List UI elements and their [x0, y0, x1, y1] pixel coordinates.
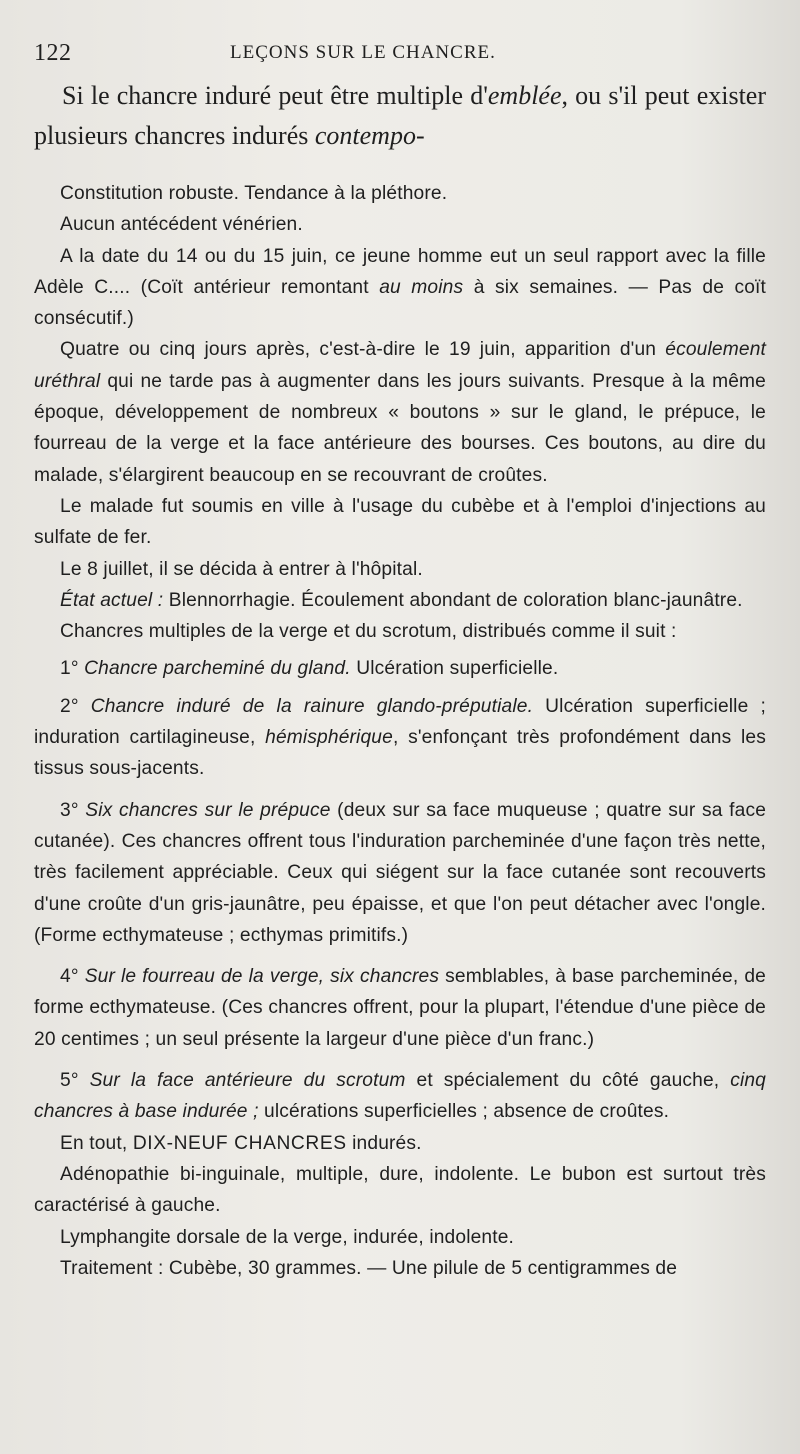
paragraph: Aucun antécédent vénérien.: [60, 214, 303, 236]
paragraph: État actuel : Blennorrhagie. Écoulement abondant de coloration blanc-jaunâtre.: [60, 589, 743, 611]
running-head: [34, 30, 766, 70]
paragraph: A la date du 14 ou du 15 juin, ce jeune homme eut un seul rapport avec la fille Adèle C.... (Coït antérieur remontant au moins à six semaines. — Pas de coït consécutif.): [34, 245, 766, 330]
paragraph: Adénopathie bi-inguinale, multiple, dure, indolente. Le bubon est surtout très caractérisé à gauche.: [34, 1163, 766, 1217]
page-number: 122: [34, 40, 72, 66]
paragraph: Lymphangite dorsale de la verge, indurée, indolente.: [60, 1226, 515, 1248]
list-item: 4° Sur le fourreau de la verge, six chancres semblables, à base parcheminée, de forme ecthymateuse. (Ces chancres offrent, pour la plupart, l'étendue d'une pièce de 20 centimes ; un seul présente la largeur d'une pièce d'un franc.): [34, 966, 767, 1050]
list-item: 2° Chancre induré de la rainure glando-préputiale. Ulcération superficielle ; induration cartilagineuse, hémisphérique, s'enfonçant très profondément dans les tissus sous-jacents.: [34, 695, 766, 780]
paragraph: Le malade fut soumis en ville à l'usage du cubèbe et à l'emploi d'injections au sulfate de fer.: [34, 495, 766, 549]
running-title: LEÇONS SUR LE CHANCRE.: [230, 42, 496, 63]
paragraph: Le 8 juillet, il se décida à entrer à l'hôpital.: [60, 558, 423, 580]
paragraph: En tout, DIX-NEUF CHANCRES indurés.: [60, 1132, 422, 1154]
intro-paragraph: Si le chancre induré peut être multiple d'emblée, ou s'il peut exister plusieurs chancres indurés contempo-: [34, 81, 767, 150]
paragraph: Constitution robuste. Tendance à la pléthore.: [60, 183, 448, 204]
list-item: 3° Six chancres sur le prépuce (deux sur sa face muqueuse ; quatre sur sa face cutanée). Ces chancres offrent tous l'induration parcheminée d'une façon très nette, très facilement appréciable. Ceux qui siégent sur la face cutanée sont recouverts d'une croûte d'un gris-jaunâtre, peu épaisse, et que l'on peut détacher avec l'ongle. (Forme ecthymateuse ; ecthymas primitifs.): [34, 799, 767, 946]
case-body: [34, 178, 766, 1284]
list-item: 1° Chancre parcheminé du gland. Ulcération superficielle.: [60, 658, 559, 680]
paragraph: Chancres multiples de la verge et du scrotum, distribués comme il suit :: [60, 621, 677, 643]
paragraph: Traitement : Cubèbe, 30 grammes. — Une pilule de 5 centigrammes de: [60, 1257, 678, 1279]
list-item: 5° Sur la face antérieure du scrotum et spécialement du côté gauche, cinq chancres à base indurée ; ulcérations superficielles ; absence de croûtes.: [34, 1070, 767, 1123]
paragraph: Quatre ou cinq jours après, c'est-à-dire le 19 juin, apparition d'un écoulement uréthral qui ne tarde pas à augmenter dans les jours suivants. Presque à la même époque, développement de nombreux « boutons » sur le gland, le prépuce, le fourreau de la verge et la face antérieure des bourses. Ces boutons, au dire du malade, s'élargirent beaucoup en se recouvrant de croûtes.: [34, 339, 766, 486]
